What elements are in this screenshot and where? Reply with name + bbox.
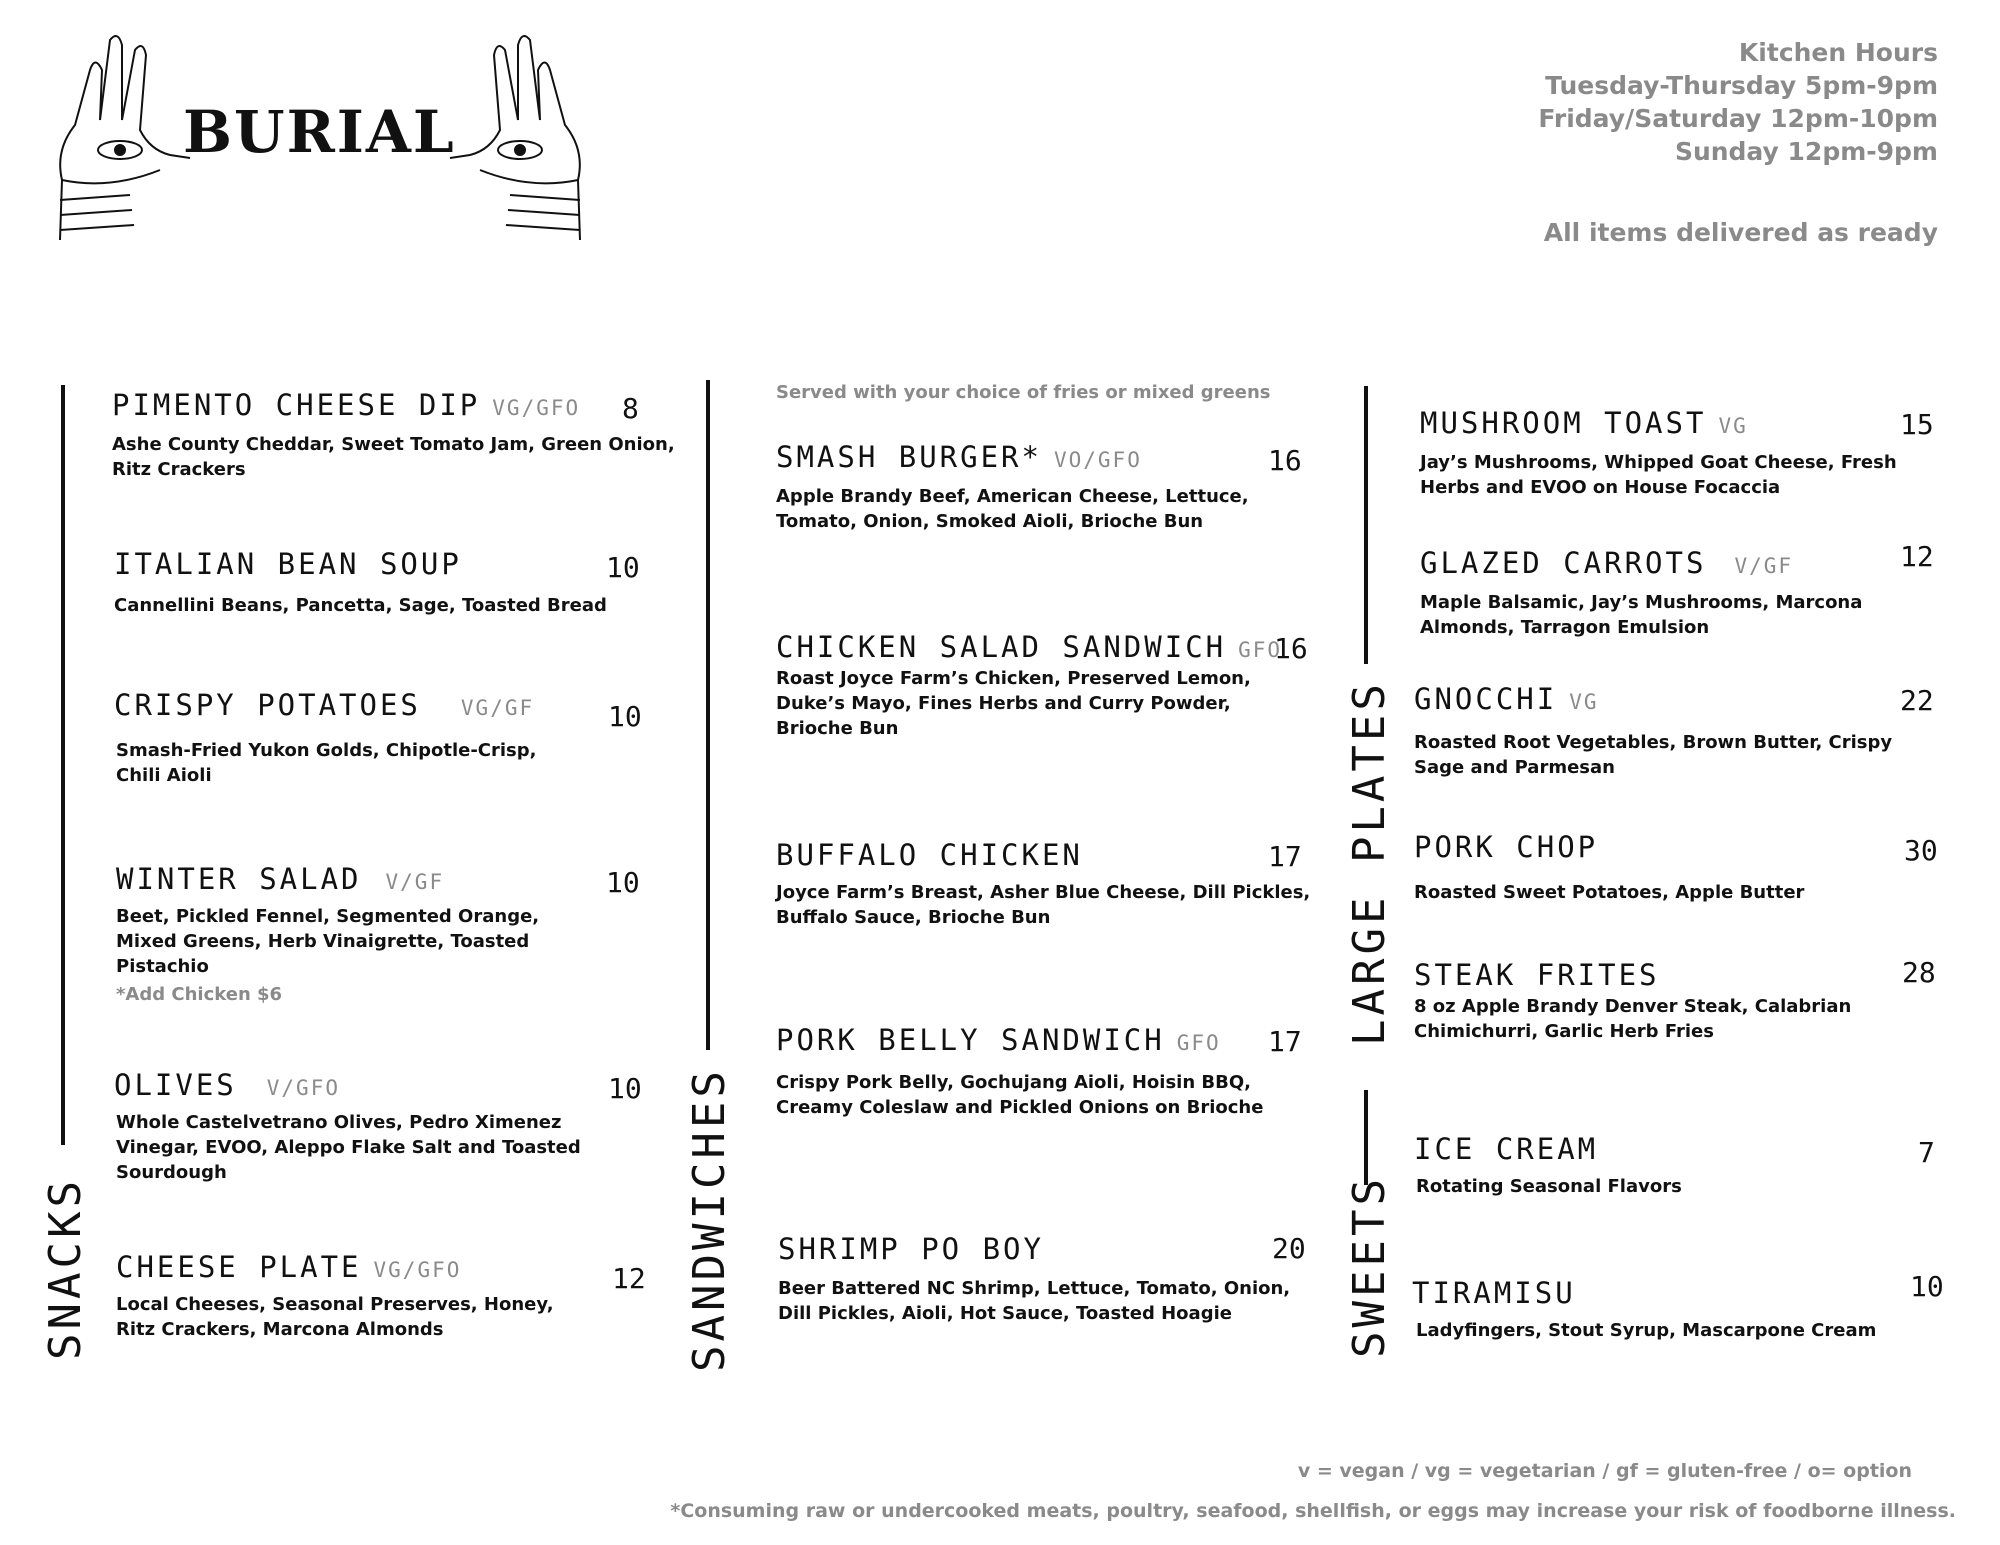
item-tag: V/GFO [266,1076,340,1100]
item-name: CRISPY POTATOES [114,688,421,722]
hours-line: Sunday 12pm-9pm [1674,137,1938,166]
item-price: 15 [1900,408,1934,441]
item-price: 16 [1268,444,1302,477]
item-price: 10 [606,551,640,584]
item-description: Roasted Sweet Potatoes, Apple Butter [1414,882,1805,903]
item-tag: VG/GF [460,696,535,720]
item-description: Joyce Farm’s Breast, Asher Blue Cheese, Dill Pickles, Buffalo Sauce, Brioche Bun [776,882,1311,928]
item-name: CHEESE PLATE [116,1250,362,1284]
item-name: MUSHROOM TOAST [1420,406,1707,440]
section-label-snacks: SNACKS [40,1177,91,1360]
menu-item [776,838,1083,872]
item-description: Crispy Pork Belly, Gochujang Aioli, Hoisin BBQ, Creamy Coleslaw and Pickled Onions on Brioche [776,1072,1264,1118]
item-price: 16 [1274,632,1308,665]
item-name: WINTER SALAD [116,862,362,896]
consumption-warning: *Consuming raw or undercooked meats, poultry, seafood, shellfish, or eggs may increase your risk of foodborne illness. [670,1500,1956,1522]
logo-text: BURIAL [183,98,456,166]
item-name: PORK CHOP [1414,830,1599,864]
item-name: PIMENTO CHEESE DIP [112,388,481,422]
item-tag: VO/GFO [1053,448,1142,472]
item-price: 8 [622,392,639,425]
item-description: Jay’s Mushrooms, Whipped Goat Cheese, Fresh Herbs and EVOO on House Focaccia [1420,452,1897,498]
item-name: ICE CREAM [1414,1132,1599,1166]
item-description: Roast Joyce Farm’s Chicken, Preserved Lemon, Duke’s Mayo, Fines Herbs and Curry Powder, Brioche Bun [776,668,1251,739]
item-price: 17 [1268,1025,1302,1058]
menu-item [116,1250,461,1284]
menu-item [116,862,444,896]
menu-item [776,1023,1221,1057]
item-name: OLIVES [114,1068,237,1102]
item-tag: GFO [1176,1031,1221,1055]
menu-item [1414,830,1598,864]
item-name: GNOCCHI [1414,682,1558,716]
menu-item [114,1068,340,1102]
item-price: 20 [1272,1232,1306,1265]
item-tag: VG [1569,690,1599,714]
dietary-legend: v = vegan / vg = vegetarian / gf = gluten-free / o= option [1297,1460,1912,1482]
snacks-divider [61,385,65,1145]
served-with-note: Served with your choice of fries or mixed greens [776,382,1271,403]
hours-line: Tuesday-Thursday 5pm-9pm [1545,71,1938,100]
sweets-divider [1364,1090,1368,1185]
item-description: Beer Battered NC Shrimp, Lettuce, Tomato, Onion, Dill Pickles, Aioli, Hot Sauce, Toasted Hoagie [778,1278,1291,1324]
menu-item [1420,546,1793,580]
item-price: 28 [1902,956,1936,989]
large-plates-divider [1364,386,1368,664]
sandwiches-divider [706,380,710,1050]
item-description: Smash-Fried Yukon Golds, Chipotle-Crisp, Chili Aioli [116,740,537,786]
item-description: Ladyfingers, Stout Syrup, Mascarpone Cream [1416,1320,1877,1341]
delivery-note: All items delivered as ready [1543,218,1938,247]
menu-item [114,688,534,722]
item-name: SMASH BURGER* [776,440,1042,474]
item-description: Local Cheeses, Seasonal Preserves, Honey, Ritz Crackers, Marcona Almonds [116,1294,554,1340]
item-tag: VG/GFO [492,396,581,420]
menu-item [776,630,1282,664]
item-tag: V/GF [385,870,445,894]
item-description: Beet, Pickled Fennel, Segmented Orange, Mixed Greens, Herb Vinaigrette, Toasted Pistachio [116,906,540,977]
menu-item [778,1232,1044,1266]
item-name: TIRAMISU [1412,1276,1576,1310]
menu-item [776,440,1142,474]
section-label-sandwiches: SANDWICHES [684,1067,735,1372]
item-name: PORK BELLY SANDWICH [776,1023,1165,1057]
item-description: 8 oz Apple Brandy Denver Steak, Calabrian Chimichurri, Garlic Herb Fries [1414,996,1852,1042]
menu-item [1414,682,1599,716]
item-name: CHICKEN SALAD SANDWICH [776,630,1227,664]
item-price: 10 [1910,1270,1944,1303]
menu-item [112,388,580,422]
item-tag: VG [1718,414,1748,438]
hours-line: Friday/Saturday 12pm-10pm [1538,104,1938,133]
item-description: Ashe County Cheddar, Sweet Tomato Jam, Green Onion, Ritz Crackers [112,434,675,480]
item-name: GLAZED CARROTS [1420,546,1707,580]
item-tag: V/GF [1734,554,1794,578]
item-price: 7 [1918,1136,1935,1169]
item-price: 12 [612,1262,646,1295]
item-price: 10 [608,700,642,733]
item-name: ITALIAN BEAN SOUP [114,547,462,581]
section-label-sweets: SWEETS [1344,1175,1395,1358]
item-name: STEAK FRITES [1414,958,1660,992]
menu-item [1414,958,1660,992]
item-description: Maple Balsamic, Jay’s Mushrooms, Marcona Almonds, Tarragon Emulsion [1420,592,1863,638]
item-description: Whole Castelvetrano Olives, Pedro Ximenez Vinegar, EVOO, Aleppo Flake Salt and Toasted Sourdough [116,1112,581,1183]
section-label-large-plates: LARGE PLATES [1344,680,1395,1046]
menu-item [1412,1276,1576,1310]
hours-title: Kitchen Hours [1738,38,1938,67]
add-chicken-note: *Add Chicken $6 [116,984,283,1005]
item-description: Rotating Seasonal Flavors [1416,1176,1682,1197]
item-price: 10 [608,1072,642,1105]
menu-item [1420,406,1748,440]
item-tag: GFO [1238,638,1283,662]
item-description: Apple Brandy Beef, American Cheese, Lettuce, Tomato, Onion, Smoked Aioli, Brioche Bun [776,486,1249,532]
item-name: SHRIMP PO BOY [778,1232,1044,1266]
item-price: 10 [606,866,640,899]
item-price: 12 [1900,540,1934,573]
item-price: 17 [1268,840,1302,873]
item-price: 30 [1904,834,1938,867]
kitchen-hours [1538,36,1938,249]
item-tag: VG/GFO [373,1258,462,1282]
menu-item [1414,1132,1598,1166]
item-price: 22 [1900,684,1934,717]
item-name: BUFFALO CHICKEN [776,838,1083,872]
menu-item [114,547,462,581]
item-description: Roasted Root Vegetables, Brown Butter, Crispy Sage and Parmesan [1414,732,1893,778]
burial-logo [50,30,590,250]
item-description: Cannellini Beans, Pancetta, Sage, Toasted Bread [114,595,607,616]
